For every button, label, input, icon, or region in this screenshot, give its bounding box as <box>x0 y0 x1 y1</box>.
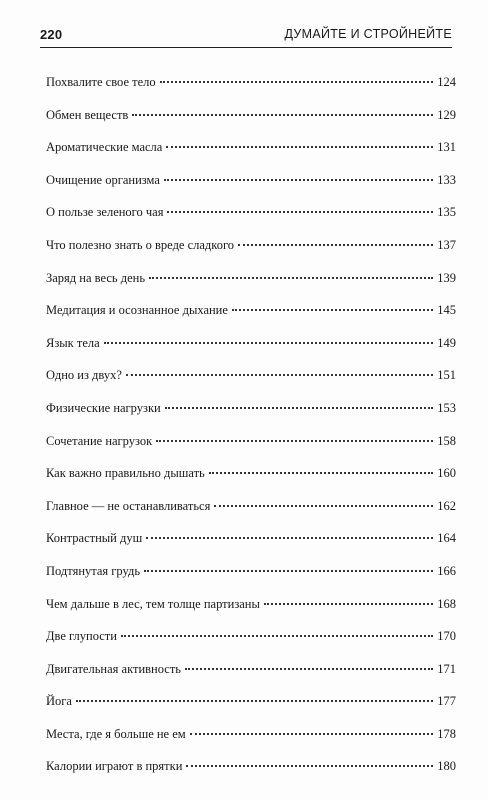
page-number: 220 <box>40 27 63 42</box>
toc-entry-title: Очищение организма <box>46 172 160 187</box>
table-of-contents <box>46 73 456 790</box>
toc-entry <box>46 692 456 725</box>
toc-entry-title: Главное — не останавливаться <box>46 498 211 513</box>
toc-entry <box>46 138 456 171</box>
toc-entry-title: Двигательная активность <box>46 661 182 676</box>
dot-leader <box>126 374 433 376</box>
dot-leader <box>165 407 434 409</box>
toc-entry-title: Ароматические масла <box>46 140 163 155</box>
toc-entry <box>46 529 456 562</box>
toc-entry-page: 166 <box>437 563 456 578</box>
toc-entry-page: 153 <box>437 400 456 415</box>
toc-entry <box>46 334 456 367</box>
toc-entry-page: 162 <box>437 498 456 513</box>
dot-leader <box>238 244 433 246</box>
toc-entry-title: Одно из двух? <box>46 368 122 383</box>
toc-entry-page: 149 <box>437 335 456 350</box>
dot-leader <box>160 81 434 83</box>
toc-entry <box>46 757 456 790</box>
dot-leader <box>167 211 433 213</box>
dot-leader <box>121 635 433 637</box>
toc-entry-title: Калории играют в прятки <box>46 759 183 774</box>
toc-entry-title: Контрастный душ <box>46 531 143 546</box>
dot-leader <box>166 146 433 148</box>
dot-leader <box>164 179 433 181</box>
toc-entry-title: Места, где я больше не ем <box>46 726 186 741</box>
dot-leader <box>264 603 433 605</box>
toc-entry-title: Как важно правильно дышать <box>46 466 205 481</box>
toc-entry-page: 171 <box>437 661 456 676</box>
page-header <box>40 27 452 45</box>
toc-entry-title: Чем дальше в лес, тем толще партизаны <box>46 596 260 611</box>
dot-leader <box>132 114 433 116</box>
dot-leader <box>190 733 434 735</box>
toc-entry <box>46 399 456 432</box>
toc-entry <box>46 497 456 530</box>
toc-entry-page: 135 <box>437 205 456 220</box>
toc-entry-page: 124 <box>437 75 456 89</box>
toc-entry <box>46 725 456 758</box>
dot-leader <box>104 342 434 344</box>
toc-entry <box>46 73 456 106</box>
toc-entry <box>46 627 456 660</box>
toc-entry-page: 131 <box>437 140 456 155</box>
toc-entry-page: 139 <box>437 270 456 285</box>
dot-leader <box>76 700 433 702</box>
running-title: ДУМАЙТЕ И СТРОЙНЕЙТЕ <box>284 27 452 41</box>
toc-entry <box>46 562 456 595</box>
toc-entry <box>46 464 456 497</box>
toc-entry <box>46 366 456 399</box>
toc-entry-page: 145 <box>437 303 456 318</box>
toc-entry-page: 177 <box>437 694 456 709</box>
toc-entry-page: 168 <box>437 596 456 611</box>
dot-leader <box>144 570 433 572</box>
dot-leader <box>214 505 433 507</box>
toc-entry-page: 160 <box>437 466 456 481</box>
toc-entry-title: Обмен веществ <box>46 107 129 122</box>
toc-entry-title: Заряд на весь день <box>46 270 146 285</box>
toc-entry-page: 158 <box>437 433 456 448</box>
toc-entry-title: Физические нагрузки <box>46 400 161 415</box>
toc-entry <box>46 269 456 302</box>
toc-entry-title: Медитация и осознанное дыхание <box>46 303 228 318</box>
toc-entry <box>46 171 456 204</box>
toc-entry-title: Язык тела <box>46 335 100 350</box>
toc-entry-title: Подтянутая грудь <box>46 563 141 578</box>
toc-entry-page: 151 <box>437 368 456 383</box>
toc-entry-title: О пользе зеленого чая <box>46 205 164 220</box>
toc-entry <box>46 432 456 465</box>
dot-leader <box>146 537 433 539</box>
toc-entry <box>46 203 456 236</box>
toc-entry-page: 180 <box>437 759 456 774</box>
dot-leader <box>156 440 433 442</box>
toc-entry-page: 164 <box>437 531 456 546</box>
toc-entry <box>46 106 456 139</box>
toc-entry-page: 170 <box>437 629 456 644</box>
dot-leader <box>186 765 433 767</box>
toc-entry-page: 178 <box>437 726 456 741</box>
dot-leader <box>209 472 433 474</box>
toc-entry-title: Йога <box>46 694 72 709</box>
toc-entry-title: Две глупости <box>46 629 117 644</box>
toc-entry-page: 129 <box>437 107 456 122</box>
toc-entry-page: 137 <box>437 237 456 252</box>
toc-entry-title: Сочетание нагрузок <box>46 433 153 448</box>
toc-entry <box>46 301 456 334</box>
toc-entry <box>46 236 456 269</box>
dot-leader <box>149 277 433 279</box>
dot-leader <box>232 309 433 311</box>
toc-entry-title: Похвалите свое тело <box>46 75 156 89</box>
toc-entry-title: Что полезно знать о вреде сладкого <box>46 237 235 252</box>
dot-leader <box>185 668 433 670</box>
toc-entry <box>46 660 456 693</box>
toc-entry <box>46 595 456 628</box>
header-rule <box>40 47 452 48</box>
toc-entry-page: 133 <box>437 172 456 187</box>
